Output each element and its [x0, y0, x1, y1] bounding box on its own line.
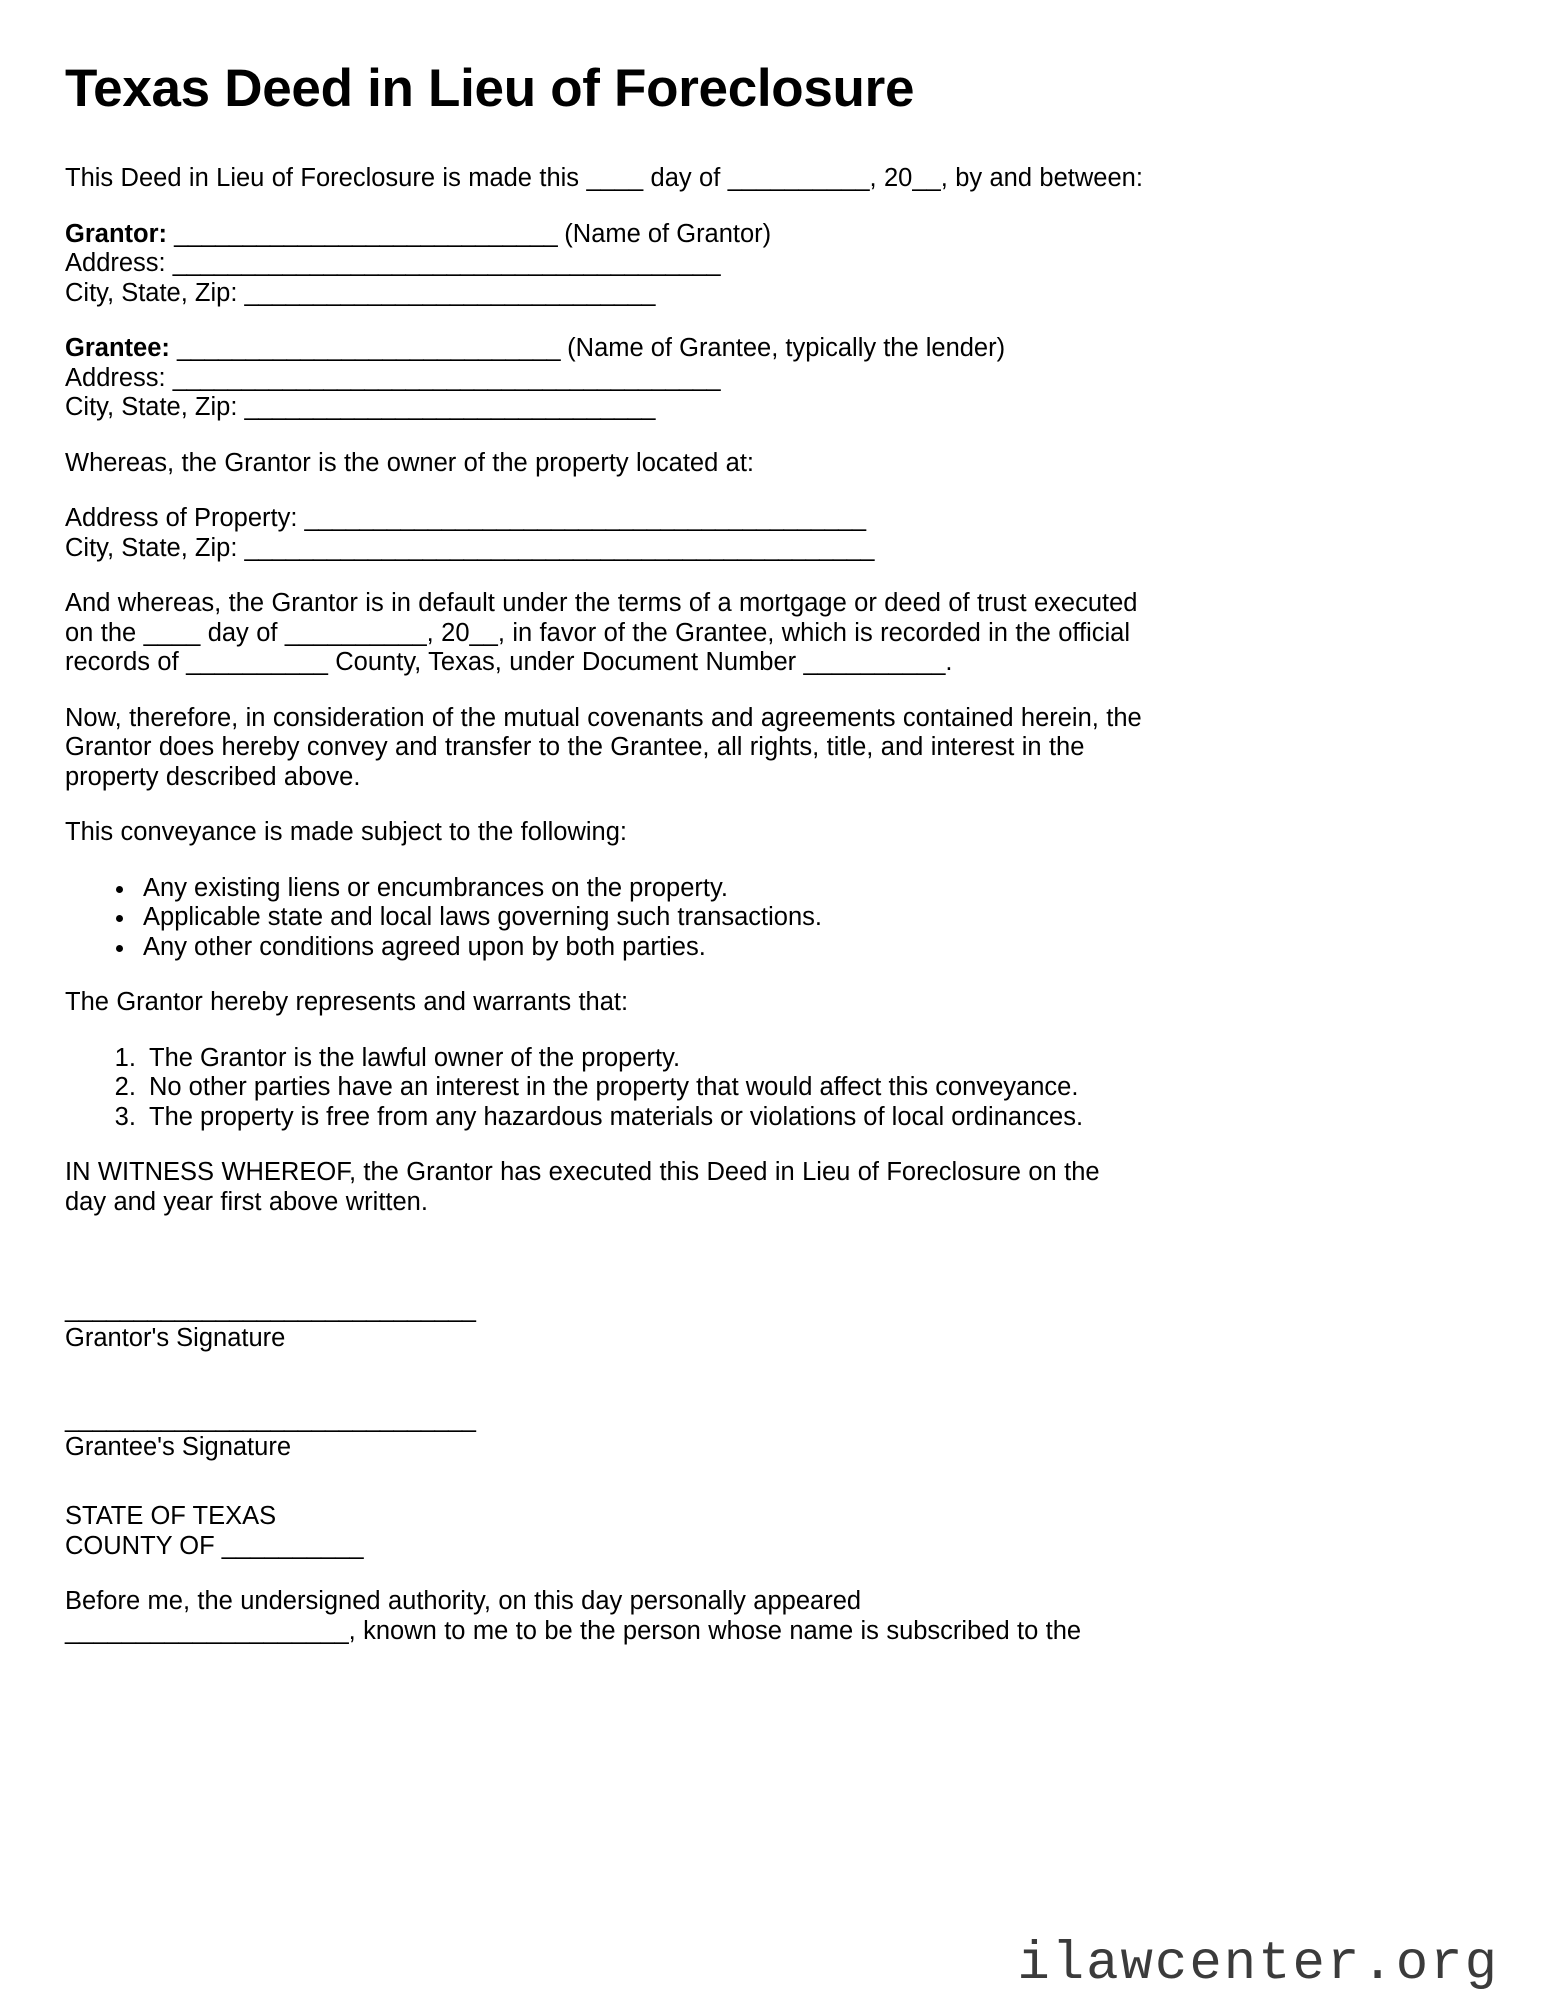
page-title: Texas Deed in Lieu of Foreclosure: [65, 59, 915, 118]
property-address-line: [65, 504, 1145, 533]
conveyance-paragraph: Now, therefore, in consideration of the mutual covenants and agreements contained herein, the Grantor does hereby convey and transfer to the Grantee, all rights, title, and interest in the property described above.: [65, 703, 1142, 791]
grantor-block: [65, 220, 1145, 308]
list-item: 3. The property is free from any hazardous materials or violations of local ordinances.: [143, 1103, 1145, 1132]
list-item: 2. No other parties have an interest in the property that would affect this conveyance.: [143, 1073, 1145, 1102]
grantor-name-line: [65, 220, 1145, 249]
county-of-line: COUNTY OF __________: [65, 1531, 364, 1560]
grantee-address-label: Address:: [65, 363, 166, 392]
grantor-label: Grantor:: [65, 219, 167, 248]
list-item: • Any other conditions agreed upon by both parties.: [137, 933, 1145, 962]
grantee-block: [65, 334, 1145, 422]
grantee-address-line: [65, 364, 1145, 393]
warrants-list: [65, 1044, 1145, 1132]
grantee-signature-label: Grantee's Signature: [65, 1433, 292, 1462]
grantor-name-blank[interactable]: ____________________________: [174, 219, 558, 248]
property-city-line: [65, 534, 1145, 563]
warrants-intro: The Grantor hereby represents and warrants that:: [65, 988, 629, 1017]
default-paragraph: And whereas, the Grantor is in default under the terms of a mortgage or deed of trust executed on the ____ day of __________, 20__, in favor of the Grantee, which is recorded in the official records of __________ County, Texas, under Document Number __________.: [65, 588, 1138, 677]
notary-jurisdiction-block: [65, 1502, 1145, 1561]
property-address-blank[interactable]: _________________________________________: [304, 504, 866, 533]
list-item: • Any existing liens or encumbrances on the property.: [137, 874, 1145, 903]
grantee-name-blank[interactable]: ____________________________: [176, 334, 561, 363]
grantee-name-line: [65, 334, 1145, 363]
grantee-name-hint: (Name of Grantee, typically the lender): [567, 334, 1006, 363]
grantee-city-label: City, State, Zip:: [65, 393, 238, 422]
grantor-city-line: [65, 279, 1145, 308]
whereas-owner-paragraph: Whereas, the Grantor is the owner of the property located at:: [65, 448, 755, 477]
grantee-address-blank[interactable]: ________________________________________: [172, 363, 721, 392]
document-body: [65, 60, 1145, 1646]
grantee-city-line: [65, 393, 1145, 422]
witness-paragraph: IN WITNESS WHEREOF, the Grantor has executed this Deed in Lieu of Foreclosure on the day and year first above written.: [65, 1158, 1100, 1216]
grantee-signature-block: [65, 1404, 1145, 1464]
notary-spacer: [65, 1486, 1145, 1502]
property-address-label: Address of Property:: [65, 504, 298, 533]
grantor-signature-block: [65, 1297, 1145, 1354]
grantor-signature-label: Grantor's Signature: [65, 1323, 286, 1352]
intro-paragraph: This Deed in Lieu of Foreclosure is made this ____ day of __________, 20__, by and between:: [65, 164, 1143, 193]
property-block: [65, 504, 1145, 563]
signature-spacer-top: [65, 1243, 1145, 1297]
before-me-paragraph: Before me, the undersigned authority, on this day personally appeared ____________________, known to me to be the person whose name is subscribed to the: [65, 1586, 1082, 1645]
site-watermark: ilawcenter.org: [1017, 1934, 1499, 1995]
grantee-signature-line[interactable]: ______________________________: [65, 1404, 476, 1433]
list-item: 1. The Grantor is the lawful owner of the property.: [143, 1044, 1145, 1073]
grantor-city-label: City, State, Zip:: [65, 278, 238, 307]
signature-spacer-mid: [65, 1377, 1145, 1407]
subject-to-list: [65, 874, 1145, 962]
grantor-name-hint: (Name of Grantor): [564, 219, 772, 248]
grantor-signature-line[interactable]: ______________________________: [65, 1295, 476, 1324]
grantee-city-blank[interactable]: ______________________________: [244, 393, 655, 422]
grantor-city-blank[interactable]: ______________________________: [244, 278, 655, 307]
list-item: • Applicable state and local laws governing such transactions.: [137, 903, 1145, 932]
property-city-label: City, State, Zip:: [65, 533, 238, 562]
subject-to-intro: This conveyance is made subject to the following:: [65, 818, 627, 847]
grantor-address-label: Address:: [65, 249, 166, 278]
grantee-label: Grantee:: [65, 334, 170, 363]
grantor-address-line: [65, 249, 1145, 278]
state-of-texas-line: STATE OF TEXAS: [65, 1502, 277, 1531]
grantor-address-blank[interactable]: ________________________________________: [172, 249, 721, 278]
property-city-blank[interactable]: ______________________________________________: [244, 533, 874, 562]
